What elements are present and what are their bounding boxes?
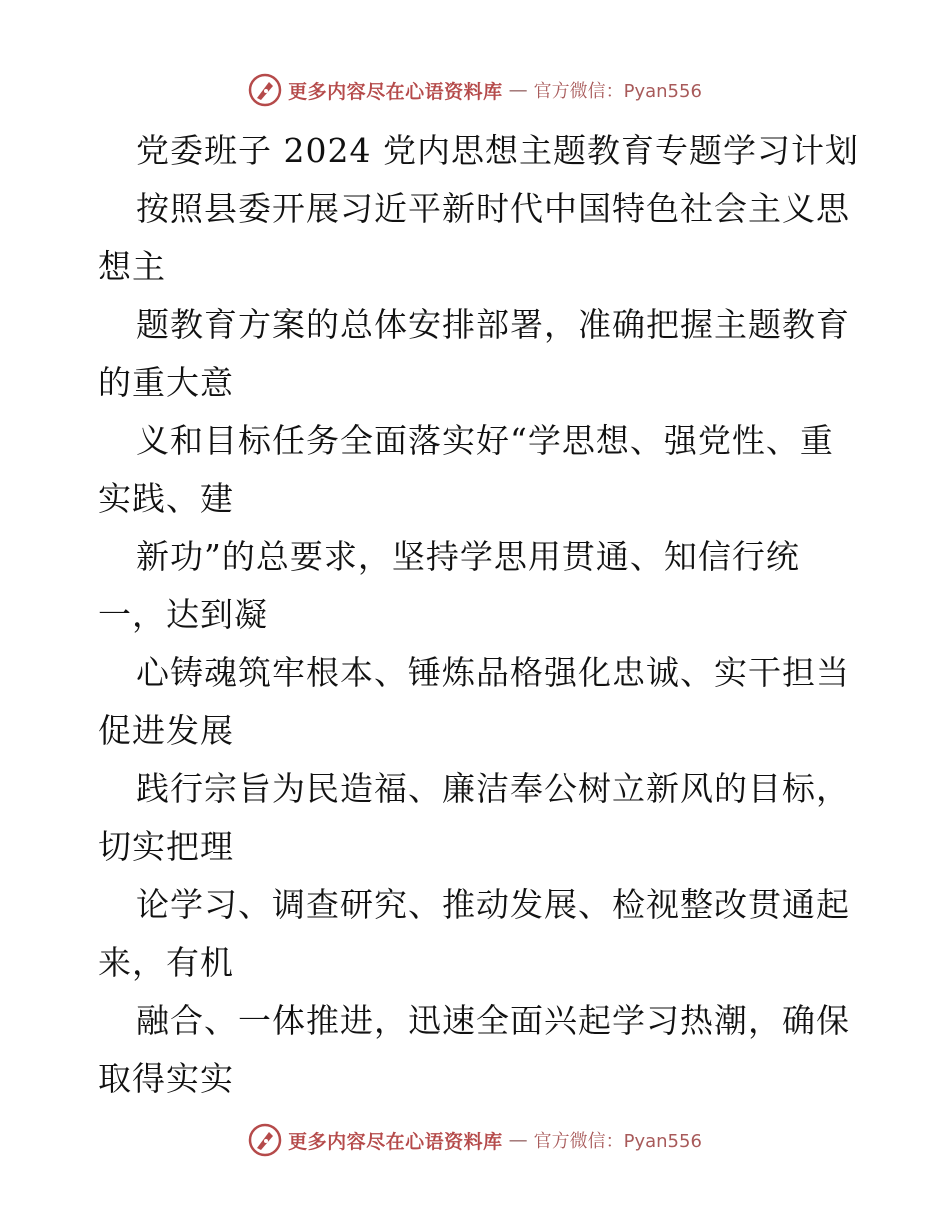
banner-wechat: 官方微信：Pyan556 [533, 1131, 702, 1152]
banner-separator: — [508, 79, 528, 101]
banner-title: 更多内容尽在心语资料库 [288, 80, 503, 103]
pen-nib-logo-icon [248, 1123, 282, 1157]
document-line: 一，达到凝 [98, 595, 268, 634]
document-line: 的重大意 [98, 363, 234, 402]
banner-separator: — [508, 1129, 528, 1151]
document-line: 促进发展 [98, 711, 234, 750]
document-line: 新功”的总要求，坚持学思用贯通、知信行统 [136, 537, 800, 576]
document-body [98, 122, 858, 1108]
banner-title: 更多内容尽在心语资料库 [288, 1130, 503, 1153]
document-line: 心铸魂筑牢根本、锤炼品格强化忠诚、实干担当 [136, 653, 850, 692]
document-line: 融合、一体推进，迅速全面兴起学习热潮，确保 [136, 1001, 850, 1040]
document-line: 切实把理 [98, 827, 234, 866]
document-line: 题教育方案的总体安排部署，准确把握主题教育 [136, 305, 850, 344]
document-line: 想主 [98, 247, 166, 286]
footer-watermark-banner [0, 1120, 950, 1160]
document-line: 取得实实 [98, 1059, 234, 1098]
header-watermark-banner [0, 70, 950, 110]
document-line: 义和目标任务全面落实好“学思想、强党性、重 [136, 421, 834, 460]
document-line: 来，有机 [98, 943, 234, 982]
document-line: 践行宗旨为民造福、廉洁奉公树立新风的目标， [136, 769, 850, 808]
document-line: 实践、建 [98, 479, 234, 518]
document-line: 按照县委开展习近平新时代中国特色社会主义思 [136, 189, 850, 228]
banner-wechat: 官方微信：Pyan556 [533, 81, 702, 102]
document-line: 党委班子 2024 党内思想主题教育专题学习计划 [136, 131, 859, 170]
document-line: 论学习、调查研究、推动发展、检视整改贯通起 [136, 885, 850, 924]
pen-nib-logo-icon [248, 73, 282, 107]
